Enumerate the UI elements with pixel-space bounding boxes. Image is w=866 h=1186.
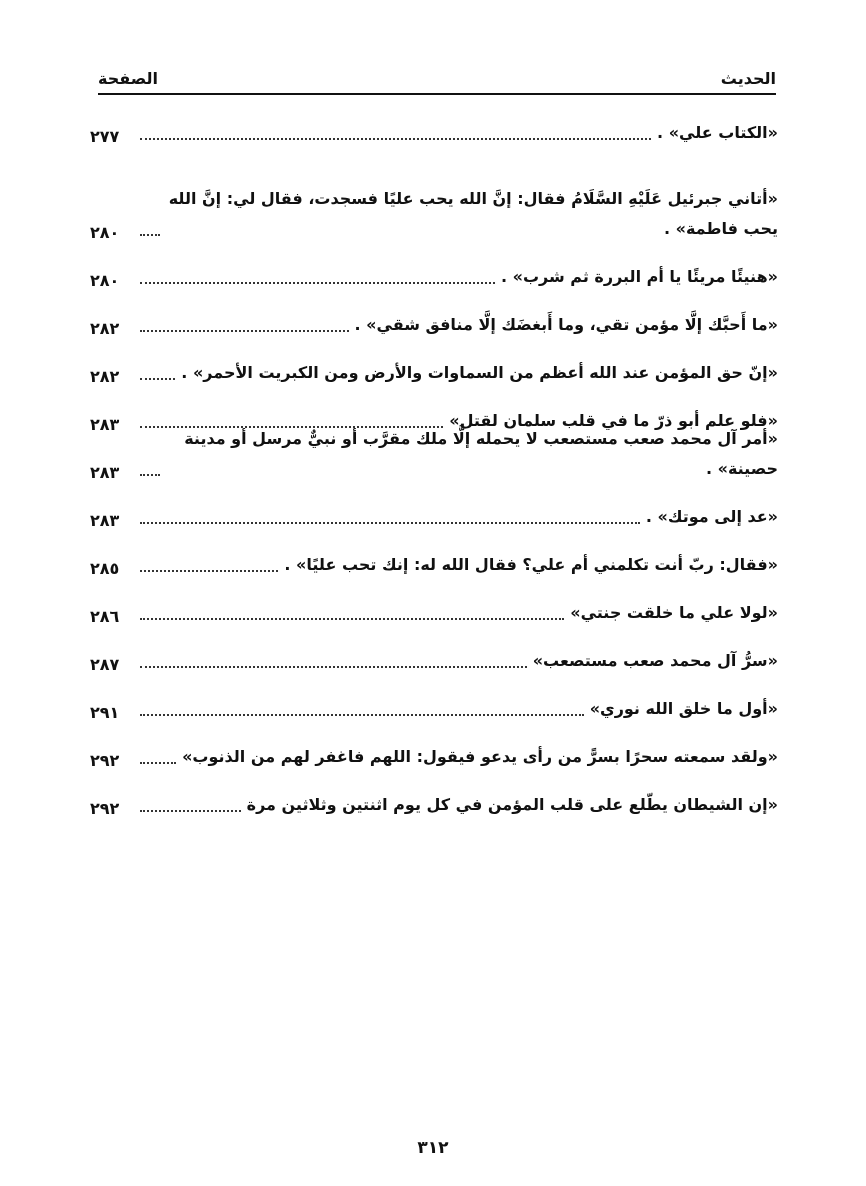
page-number: ٢٨٣ (90, 415, 120, 434)
dot-leader (140, 570, 278, 572)
page-number: ٢٧٧ (90, 127, 120, 146)
dot-leader (140, 282, 495, 284)
index-entry (90, 156, 778, 252)
index-entry (90, 252, 778, 300)
page-number: ٢٨٠ (90, 223, 120, 242)
index-entry (90, 108, 778, 156)
index-entry (90, 588, 778, 636)
dot-leader (140, 330, 349, 332)
hadith-text: «إنّ حق المؤمن عند الله أعظم من السماوات والأرض ومن الكبريت الأحمر» . (181, 363, 778, 382)
page-number: ٢٩٢ (90, 751, 120, 770)
dot-leader (140, 138, 651, 140)
index-entry (90, 780, 778, 828)
hadith-text: «هنيئًا مريئًا يا أم البررة ثم شرب» . (500, 267, 778, 286)
dot-leader (140, 666, 527, 668)
page-number: ٢٨٣ (90, 463, 120, 482)
dot-leader (140, 234, 160, 236)
index-entry (90, 636, 778, 684)
page-number: ٢٨٧ (90, 655, 120, 674)
index-entry (90, 429, 778, 492)
dot-leader (140, 522, 640, 524)
hadith-text: «فلو علم أبو ذرّ ما في قلب سلمان لقتل» (449, 411, 778, 430)
dot-leader (140, 618, 564, 620)
page-number: ٢٨٥ (90, 559, 120, 578)
dot-leader (140, 378, 175, 380)
hadith-text: «فقال: ربّ أنت تكلمني أم علي؟ فقال الله له: إنك تحب عليًا» . (284, 555, 778, 574)
index-entry (90, 300, 778, 348)
hadith-text: «سرُّ آل محمد صعب مستصعب» (532, 651, 778, 670)
dot-leader (140, 762, 176, 764)
column-header (98, 58, 776, 88)
page-number: ٢٨٢ (90, 319, 120, 338)
page-number: ٢٨٢ (90, 367, 120, 386)
dot-leader (140, 810, 241, 812)
index-entry (90, 540, 778, 588)
page-number: ٢٨٦ (90, 607, 120, 626)
hadith-text: «لولا علي ما خلقت جنتي» (570, 603, 778, 622)
page-number: ٢٨٣ (90, 511, 120, 530)
index-entry (90, 732, 778, 780)
dot-leader (140, 714, 584, 716)
hadith-text: «عد إلى موتك» . (645, 507, 778, 526)
page-number: ٢٩٢ (90, 799, 120, 818)
hadith-text: «أمر آل محمد صعب مستصعب لا يحمله إلَّا ملك مقرَّب أو نبيٌّ مرسل أو مدينة حصينة» . (184, 429, 778, 478)
index-entry (90, 492, 778, 540)
header-divider (98, 93, 776, 95)
hadith-text: «ولقد سمعته سحرًا بسرًّ من رأى يدعو فيقول: اللهم فاغفر لهم من الذنوب» (182, 747, 778, 766)
hadith-column-label: الحديث (720, 69, 776, 88)
page-column-label: الصفحة (98, 69, 159, 88)
page-number: ٢٩١ (90, 703, 120, 722)
page-number: ٢٨٠ (90, 271, 120, 290)
hadith-text: «أتاني جبرئيل عَلَيْهِ السَّلَامُ فقال: إنَّ الله يحب عليًا فسجدت، فقال لي: إنَّ الله يحب فاطمة» . (168, 189, 778, 238)
index-entry (90, 348, 778, 396)
hadith-text: «أول ما خلق الله نوري» (589, 699, 778, 718)
hadith-text: «إن الشيطان يطّلع على قلب المؤمن في كل يوم اثنتين وثلاثين مرة (246, 795, 778, 814)
index-list (90, 108, 778, 828)
dot-leader (140, 474, 160, 476)
index-entry (90, 684, 778, 732)
hadith-text: «الكتاب علي» . (657, 123, 778, 142)
hadith-text: «ما أَحبَّك إلَّا مؤمن تقي، وما أَبغضَك إلَّا منافق شقي» . (354, 315, 778, 334)
footer-page-number: ٣١٢ (417, 1138, 449, 1158)
